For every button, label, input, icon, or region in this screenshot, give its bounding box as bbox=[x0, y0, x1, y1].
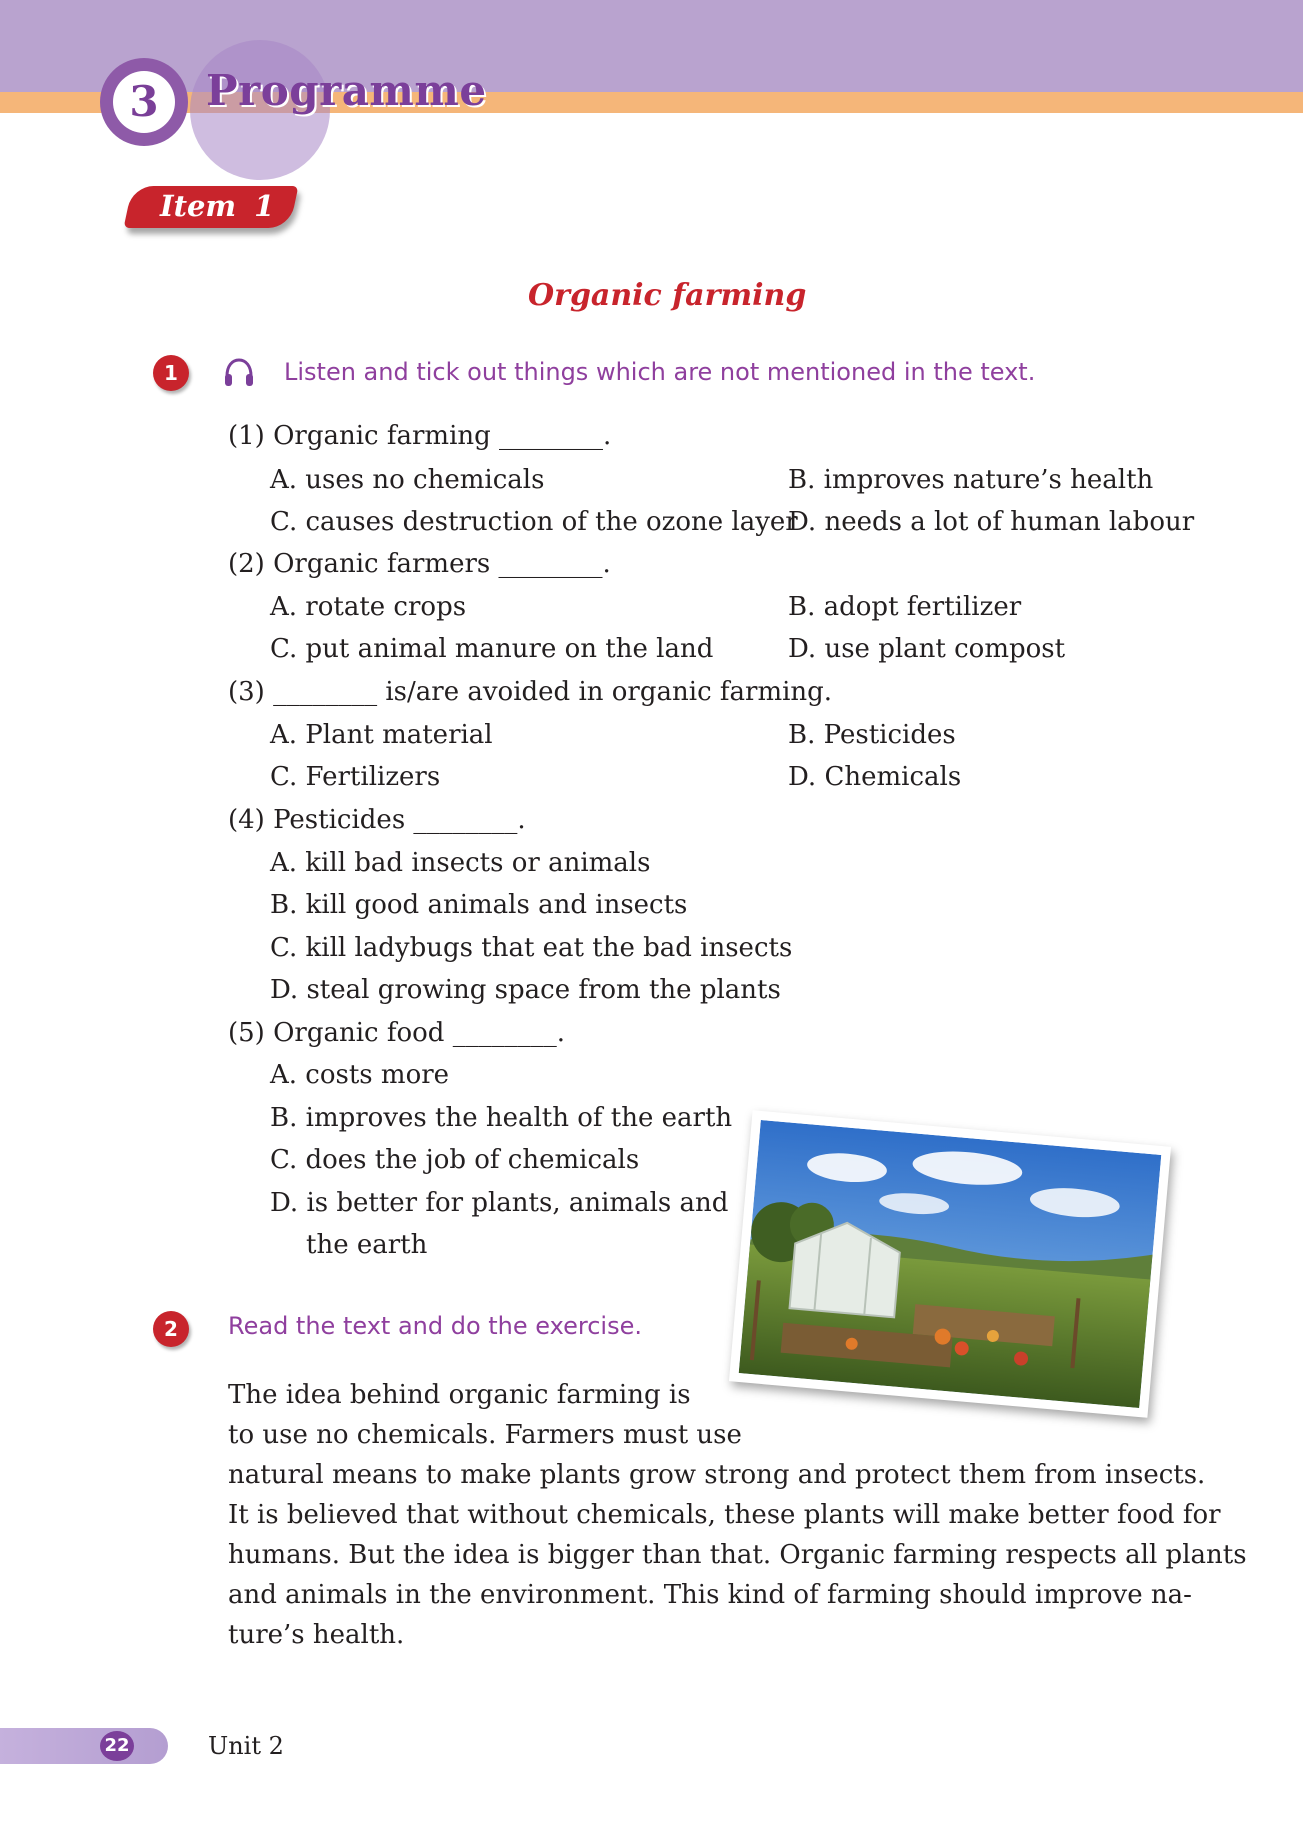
question-1-option-d: D. needs a lot of human labour bbox=[788, 507, 1195, 537]
exercise-2-instruction: Read the text and do the exercise. bbox=[228, 1312, 642, 1340]
question-3-option-c: C. Fertilizers bbox=[270, 762, 441, 792]
exercise-1-badge: 1 bbox=[153, 355, 189, 391]
question-4-option-c: C. kill ladybugs that eat the bad insects bbox=[270, 933, 793, 963]
question-2-option-b: B. adopt fertilizer bbox=[788, 592, 1022, 622]
question-5-option-c: C. does the job of chemicals bbox=[270, 1145, 640, 1175]
garden-photo-image bbox=[739, 1120, 1162, 1408]
question-4-option-a: A. kill bad insects or animals bbox=[270, 848, 651, 878]
item-label-number: 1 bbox=[254, 189, 275, 223]
question-5-option-d-continued: the earth bbox=[306, 1230, 428, 1260]
paragraph-line-1: The idea behind organic farming is bbox=[228, 1380, 691, 1410]
question-5-stem: (5) Organic food ________. bbox=[228, 1018, 565, 1048]
item-label bbox=[160, 189, 274, 223]
question-1-stem: (1) Organic farming ________. bbox=[228, 421, 612, 451]
paragraph-line-6: and animals in the environment. This kind of farming should improve na- bbox=[228, 1580, 1192, 1610]
question-3-option-a: A. Plant material bbox=[270, 720, 493, 750]
question-3-option-b: B. Pesticides bbox=[788, 720, 956, 750]
section-number: 3 bbox=[113, 71, 175, 133]
question-4-option-d: D. steal growing space from the plants bbox=[270, 975, 781, 1005]
question-2-stem: (2) Organic farmers ________. bbox=[228, 549, 611, 579]
page-number: 22 bbox=[100, 1731, 134, 1761]
paragraph-line-7: ture’s health. bbox=[228, 1620, 405, 1650]
paragraph-line-3: natural means to make plants grow strong and protect them from insects. bbox=[228, 1460, 1206, 1490]
unit-label: Unit 2 bbox=[208, 1732, 284, 1760]
exercise-2-badge: 2 bbox=[153, 1311, 189, 1347]
footer-bar bbox=[0, 1728, 168, 1764]
question-1-option-c: C. causes destruction of the ozone layer bbox=[270, 507, 798, 537]
question-4-option-b: B. kill good animals and insects bbox=[270, 890, 688, 920]
item-label-text: Item bbox=[160, 189, 237, 223]
exercise-1-instruction: Listen and tick out things which are not mentioned in the text. bbox=[284, 358, 1036, 386]
question-2-option-c: C. put animal manure on the land bbox=[270, 634, 714, 664]
page-title: Programme bbox=[206, 66, 487, 115]
question-3-option-d: D. Chemicals bbox=[788, 762, 962, 792]
paragraph-line-4: It is believed that without chemicals, these plants will make better food for bbox=[228, 1500, 1221, 1530]
section-title: Organic farming bbox=[528, 278, 807, 313]
headphones-icon bbox=[222, 356, 256, 390]
garden-photo bbox=[729, 1110, 1171, 1418]
header-band bbox=[0, 0, 1303, 92]
question-5-option-a: A. costs more bbox=[270, 1060, 450, 1090]
question-5-option-b: B. improves the health of the earth bbox=[270, 1103, 733, 1133]
paragraph-line-2: to use no chemicals. Farmers must use bbox=[228, 1420, 742, 1450]
question-1-option-b: B. improves nature’s health bbox=[788, 465, 1154, 495]
question-4-stem: (4) Pesticides ________. bbox=[228, 805, 526, 835]
question-5-option-d: D. is better for plants, animals and bbox=[270, 1188, 729, 1218]
question-2-option-a: A. rotate crops bbox=[270, 592, 467, 622]
question-3-stem: (3) ________ is/are avoided in organic farming. bbox=[228, 677, 833, 707]
paragraph-line-5: humans. But the idea is bigger than that. Organic farming respects all plants bbox=[228, 1540, 1247, 1570]
question-2-option-d: D. use plant compost bbox=[788, 634, 1066, 664]
question-1-option-a: A. uses no chemicals bbox=[270, 465, 545, 495]
